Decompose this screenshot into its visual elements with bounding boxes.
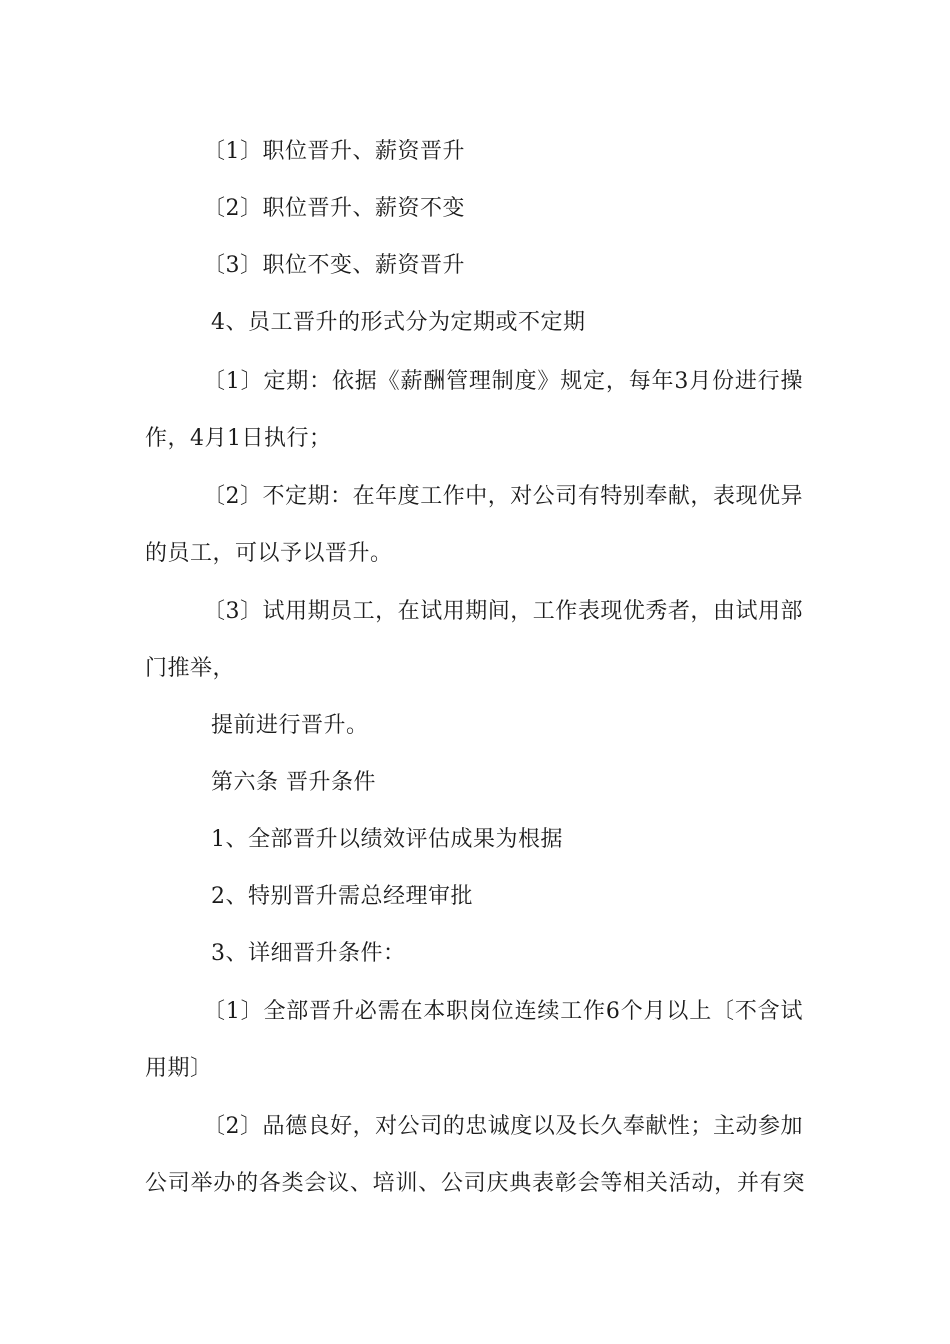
- item-position-up-salary-same: 〔2〕职位晋升、薪资不变: [203, 196, 465, 221]
- periodic-promotion-line-2: 作，4月1日执行；: [145, 426, 332, 451]
- item-position-same-salary-up: 〔3〕职位不变、薪资晋升: [203, 253, 465, 278]
- condition-tenure-line-1: 〔1〕全部晋升必需在本职岗位连续工作6个月以上〔不含试: [203, 999, 803, 1024]
- periodic-promotion-line-1: 〔1〕定期：依据《薪酬管理制度》规定，每年3月份进行操: [203, 369, 803, 394]
- article-six-heading: 第六条 晋升条件: [211, 770, 376, 795]
- promotion-form-heading: 4、员工晋升的形式分为定期或不定期: [211, 310, 586, 335]
- probation-promotion-line-3: 提前进行晋升。: [211, 713, 369, 738]
- condition-character-line-2: 公司举办的各类会议、培训、公司庆典表彰会等相关活动，并有突: [145, 1171, 805, 1196]
- irregular-promotion-line-1: 〔2〕不定期：在年度工作中，对公司有特别奉献，表现优异: [203, 484, 803, 509]
- irregular-promotion-line-2: 的员工，可以予以晋升。: [145, 541, 393, 566]
- probation-promotion-line-1: 〔3〕试用期员工，在试用期间，工作表现优秀者，由试用部: [203, 599, 803, 624]
- item-position-salary-up: 〔1〕职位晋升、薪资晋升: [203, 139, 465, 164]
- condition-character-line-1: 〔2〕品德良好，对公司的忠诚度以及长久奉献性；主动参加: [203, 1114, 803, 1139]
- probation-promotion-line-2: 门推举，: [145, 656, 236, 681]
- condition-special-approval: 2、特别晋升需总经理审批: [211, 884, 473, 909]
- condition-tenure-line-2: 用期〕: [145, 1056, 213, 1081]
- condition-details-heading: 3、详细晋升条件：: [211, 941, 406, 966]
- condition-performance: 1、全部晋升以绩效评估成果为根据: [211, 827, 563, 852]
